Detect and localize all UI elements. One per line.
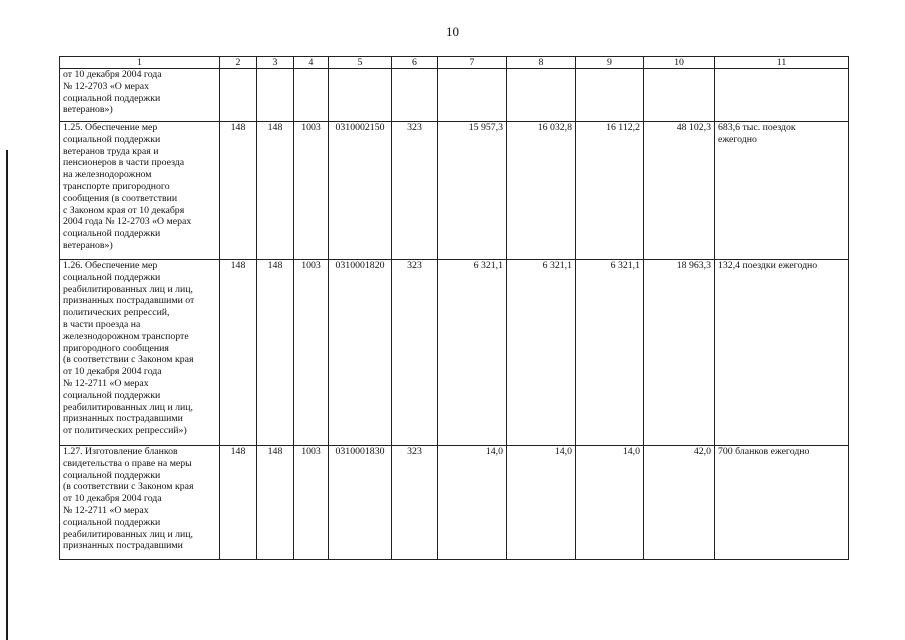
cell-code-4: 1003 bbox=[294, 122, 329, 260]
budget-table bbox=[59, 56, 849, 560]
column-header: 9 bbox=[576, 57, 644, 69]
cell-amount-9 bbox=[576, 69, 644, 122]
table-row bbox=[60, 69, 849, 122]
cell-code-4: 1003 bbox=[294, 260, 329, 446]
cell-code-3: 148 bbox=[257, 122, 294, 260]
table-row bbox=[60, 122, 849, 260]
cell-amount-9: 6 321,1 bbox=[576, 260, 644, 446]
cell-amount-10 bbox=[644, 69, 715, 122]
row-description: 1.26. Обеспечение мер социальной поддержки реабилитированных лиц и лиц, признанных пострадавшими от политических репрессий, в части проезда на железнодорожном транспорте пригородного сообщения (в соответствии с Законом края от 10 декабря 2004 года № 12-2711 «О мерах социальной поддержки реабилитированных лиц и лиц, признанных пострадавшими от политических репрессий») bbox=[60, 260, 220, 446]
table-row bbox=[60, 446, 849, 560]
column-header: 6 bbox=[392, 57, 438, 69]
column-header: 2 bbox=[220, 57, 257, 69]
cell-code-6: 323 bbox=[392, 446, 438, 560]
cell-code-4: 1003 bbox=[294, 446, 329, 560]
page-number: 10 bbox=[446, 24, 459, 39]
cell-code-2 bbox=[220, 69, 257, 122]
cell-code-5: 0310002150 bbox=[329, 122, 392, 260]
cell-amount-10: 48 102,3 bbox=[644, 122, 715, 260]
column-header: 11 bbox=[715, 57, 849, 69]
cell-code-4 bbox=[294, 69, 329, 122]
row-description: 1.25. Обеспечение мер социальной поддержки ветеранов труда края и пенсионеров в части проезда на железнодорожном транспорте пригородного сообщения (в соответствии с Законом края от 10 декабря 2004 года № 12-2703 «О мерах социальной поддержки ветеранов») bbox=[60, 122, 220, 260]
row-description: от 10 декабря 2004 года № 12-2703 «О мерах социальной поддержки ветеранов») bbox=[60, 69, 220, 122]
column-header: 5 bbox=[329, 57, 392, 69]
header-row bbox=[60, 57, 849, 69]
cell-amount-8: 16 032,8 bbox=[507, 122, 576, 260]
cell-code-6 bbox=[392, 69, 438, 122]
cell-amount-8 bbox=[507, 69, 576, 122]
table-row bbox=[60, 260, 849, 446]
cell-amount-7: 14,0 bbox=[438, 446, 507, 560]
cell-result-11 bbox=[715, 69, 849, 122]
cell-code-2: 148 bbox=[220, 446, 257, 560]
cell-code-2: 148 bbox=[220, 122, 257, 260]
cell-code-3: 148 bbox=[257, 446, 294, 560]
column-header: 1 bbox=[60, 57, 220, 69]
cell-amount-9: 14,0 bbox=[576, 446, 644, 560]
row-description: 1.27. Изготовление бланков свидетельства о праве на меры социальной поддержки (в соответствии с Законом края от 10 декабря 2004 года № 12-2711 «О мерах социальной поддержки реабилитированных лиц и лиц, признанных пострадавшими bbox=[60, 446, 220, 560]
cell-code-5 bbox=[329, 69, 392, 122]
cell-amount-7: 15 957,3 bbox=[438, 122, 507, 260]
column-header: 10 bbox=[644, 57, 715, 69]
cell-code-3 bbox=[257, 69, 294, 122]
cell-result-11: 700 бланков ежегодно bbox=[715, 446, 849, 560]
cell-amount-7 bbox=[438, 69, 507, 122]
column-header: 8 bbox=[507, 57, 576, 69]
cell-result-11: 683,6 тыс. поездок ежегодно bbox=[715, 122, 849, 260]
cell-amount-8: 14,0 bbox=[507, 446, 576, 560]
column-header: 7 bbox=[438, 57, 507, 69]
scan-edge-line bbox=[6, 150, 8, 640]
cell-code-5: 0310001820 bbox=[329, 260, 392, 446]
cell-amount-10: 42,0 bbox=[644, 446, 715, 560]
cell-code-6: 323 bbox=[392, 122, 438, 260]
column-header: 3 bbox=[257, 57, 294, 69]
cell-code-5: 0310001830 bbox=[329, 446, 392, 560]
cell-code-2: 148 bbox=[220, 260, 257, 446]
cell-amount-9: 16 112,2 bbox=[576, 122, 644, 260]
cell-amount-7: 6 321,1 bbox=[438, 260, 507, 446]
cell-result-11: 132,4 поездки ежегодно bbox=[715, 260, 849, 446]
column-header: 4 bbox=[294, 57, 329, 69]
cell-amount-8: 6 321,1 bbox=[507, 260, 576, 446]
cell-code-6: 323 bbox=[392, 260, 438, 446]
cell-code-3: 148 bbox=[257, 260, 294, 446]
cell-amount-10: 18 963,3 bbox=[644, 260, 715, 446]
